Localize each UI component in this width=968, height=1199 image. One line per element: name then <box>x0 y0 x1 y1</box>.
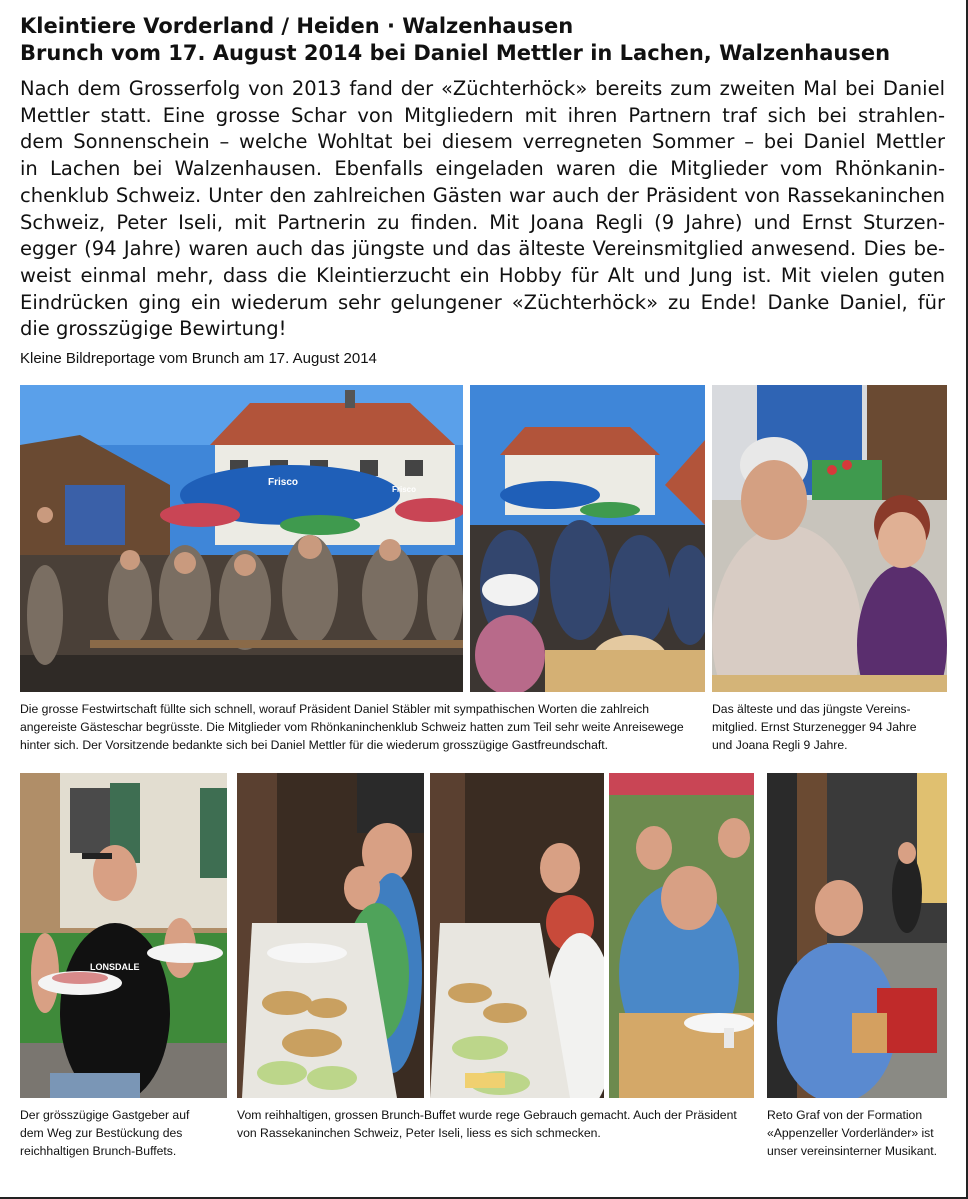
caption-festwirtschaft <box>20 700 684 754</box>
caption-line: angereiste Gästeschar begrüsste. Die Mitglieder vom Rhönkaninchenklub Schweiz hatten zum Teil sehr weite Anreisewege <box>20 720 684 734</box>
photo-oldest-youngest <box>712 385 947 692</box>
section-heading: Kleintiere Vorderland / Heiden · Walzenhausen <box>20 14 574 38</box>
photo-guests <box>470 385 705 692</box>
caption-line: mitglied. Ernst Sturzenegger 94 Jahre <box>712 720 917 734</box>
article-line: Eindrücken ging ein wiederum sehr gelungener «Züchterhöck» zu Ende! Danke Daniel, für <box>20 290 945 314</box>
caption-line: Reto Graf von der Formation <box>767 1108 923 1122</box>
photo-buffet-1 <box>237 773 424 1098</box>
caption-line: reichhaltigen Brunch-Buffets. <box>20 1144 177 1158</box>
caption-musician <box>767 1106 937 1160</box>
article-line: Schweiz, Peter Iseli, mit Partnerin zu finden. Mit Joana Regli (9 Jahre) und Ernst Sturzen- <box>20 210 945 234</box>
caption-line: hinter sich. Der Vorsitzende bedankte sich bei Daniel Mettler für die wiederum grosszügige Gastfreundschaft. <box>20 738 609 752</box>
caption-line: unser vereinsinterner Musikant. <box>767 1144 938 1158</box>
caption-buffet <box>237 1106 737 1142</box>
article-line: Mettler statt. Eine grosse Schar von Mitgliedern mit ihren Partnern traf sich bei strahlen- <box>20 103 945 127</box>
caption-line: dem Weg zur Bestückung des <box>20 1126 183 1140</box>
caption-line: Das älteste und das jüngste Vereins- <box>712 702 911 716</box>
umbrella-print: Frisco <box>392 485 417 494</box>
photo-report-intro: Kleine Bildreportage vom Brunch am 17. August 2014 <box>20 350 377 367</box>
article-line: die grosszügige Bewirtung! <box>20 317 287 341</box>
photo-festwirtschaft <box>20 385 463 692</box>
article-line: dem Sonnenschein – welche Wohltat bei diesem verregneten Sommer – bei Daniel Mettler <box>20 130 945 154</box>
caption-oldest-youngest <box>712 700 917 754</box>
umbrella-print: Frisco <box>268 477 299 488</box>
shirt-print: LONSDALE <box>90 962 140 972</box>
photo-buffet-2 <box>430 773 604 1098</box>
article-line: Nach dem Grosserfolg von 2013 fand der «Züchterhöck» bereits zum zweiten Mal bei Daniel <box>20 77 945 100</box>
photo-president-eating <box>609 773 754 1098</box>
caption-host <box>20 1106 189 1160</box>
caption-line: Vom reihhaltigen, grossen Brunch-Buffet wurde rege Gebrauch gemacht. Auch der Präsident <box>237 1108 737 1122</box>
caption-line: Der grösszügige Gastgeber auf <box>20 1108 190 1122</box>
article-body <box>20 76 945 343</box>
caption-line: von Rassekaninchen Schweiz, Peter Iseli, liess es sich schmecken. <box>237 1126 601 1140</box>
caption-line: Die grosse Festwirtschaft füllte sich schnell, worauf Präsident Daniel Stäbler mit sympathischen Worten die zahlreich <box>20 702 650 716</box>
photo-musician <box>767 773 947 1098</box>
article-title: Brunch vom 17. August 2014 bei Daniel Mettler in Lachen, Walzenhausen <box>20 41 891 65</box>
article-line: weist einmal mehr, dass die Kleintierzucht ein Hobby für Alt und Jung ist. Mit vielen guten <box>20 263 945 287</box>
caption-line: und Joana Regli 9 Jahre. <box>712 738 848 752</box>
article-line: egger (94 Jahre) waren auch das jüngste und das älteste Vereinsmitglied anwesend. Dies be- <box>20 237 945 261</box>
article-line: chenklub Schweiz. Unter den zahlreichen Gästen war auch der Präsident von Rassekaninchen <box>20 183 945 207</box>
photo-host <box>20 773 227 1098</box>
article-line: in Lachen bei Walzenhausen. Ebenfalls eingeladen waren die Mitglieder vom Rhönkanin- <box>20 157 945 181</box>
caption-line: «Appenzeller Vorderländer» ist <box>767 1126 934 1140</box>
